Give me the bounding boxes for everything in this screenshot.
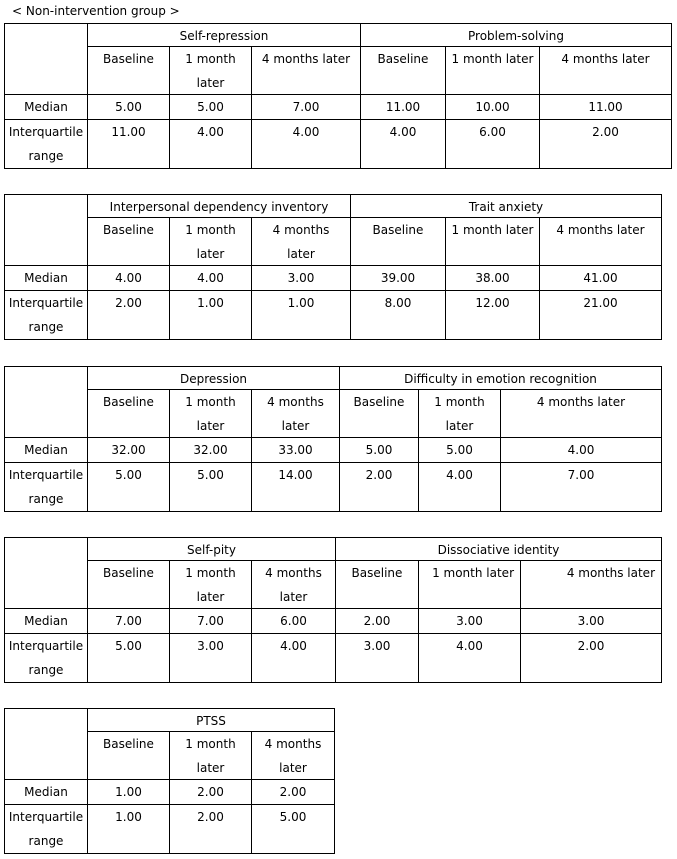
- median-cell: [501, 438, 662, 463]
- column-header-text: Baseline: [103, 566, 154, 580]
- column-header: [446, 218, 540, 266]
- column-header: [170, 561, 252, 609]
- median-cell-text: 7.00: [292, 100, 320, 114]
- column-header: [252, 732, 335, 780]
- iqr-cell-text: 2.00: [365, 468, 393, 482]
- iqr-cell-text: 2.00: [115, 296, 142, 310]
- median-cell: [170, 438, 252, 463]
- column-header-text: 1 month later: [451, 52, 534, 66]
- group-title-text: Trait anxiety: [468, 200, 544, 214]
- median-cell-text: 11.00: [588, 100, 623, 114]
- column-header: [88, 218, 170, 266]
- iqr-cell-text: 14.00: [278, 468, 313, 482]
- iqr-cell: [361, 120, 446, 169]
- iqr-cell: [252, 291, 351, 340]
- iqr-cell-text: 5.00: [279, 810, 307, 824]
- iqr-cell: [501, 463, 662, 512]
- median-cell: [361, 95, 446, 120]
- median-cell: [88, 780, 170, 805]
- median-cell-text: 3.00: [287, 271, 315, 285]
- column-header: [252, 218, 351, 266]
- column-header: [501, 390, 662, 438]
- group-title-text: Self-pity: [187, 543, 236, 557]
- iqr-cell-text: 4.00: [280, 639, 307, 653]
- column-header-text: 4 months later: [261, 52, 351, 66]
- iqr-cell: [88, 805, 170, 854]
- group-title: [340, 366, 662, 390]
- corner-cell: [4, 194, 88, 266]
- median-cell: [252, 95, 361, 120]
- row-label-median: [4, 266, 88, 291]
- column-header: [419, 561, 521, 609]
- median-cell: [88, 438, 170, 463]
- column-header: [419, 390, 501, 438]
- column-header: [540, 47, 672, 95]
- row-label-median-text: Median: [24, 100, 68, 114]
- iqr-cell-text: 2.00: [577, 639, 605, 653]
- median-cell: [540, 266, 662, 291]
- median-cell-text: 2.00: [279, 785, 307, 799]
- iqr-cell: [446, 120, 540, 169]
- column-header-text: 1 month: [185, 566, 236, 580]
- iqr-cell-text: 11.00: [111, 125, 146, 139]
- row-label-iqr: [4, 120, 88, 169]
- iqr-cell-text: 4.00: [389, 125, 417, 139]
- median-cell-text: 3.00: [456, 614, 483, 628]
- iqr-cell: [252, 634, 336, 683]
- group-title: [361, 23, 672, 47]
- row-label-iqr-text: range: [28, 834, 64, 848]
- group-title-text: Dissociative identity: [437, 543, 560, 557]
- median-cell: [446, 95, 540, 120]
- median-cell-text: 32.00: [193, 443, 228, 457]
- iqr-cell: [88, 120, 170, 169]
- row-label-iqr-text: Interquartile: [8, 125, 84, 139]
- column-header-text: 1 month: [185, 737, 236, 751]
- iqr-cell: [170, 463, 252, 512]
- column-header: [170, 47, 252, 95]
- group-title-text: Interpersonal dependency inventory: [109, 200, 329, 214]
- column-header: [252, 561, 336, 609]
- group-title: [88, 366, 340, 390]
- row-label-median-text: Median: [24, 271, 68, 285]
- median-cell: [170, 266, 252, 291]
- row-label-median-text: Median: [24, 443, 68, 457]
- median-cell-text: 7.00: [115, 614, 142, 628]
- median-cell-text: 5.00: [115, 100, 142, 114]
- row-label-iqr-text: range: [28, 149, 64, 163]
- iqr-cell-text: 2.00: [197, 810, 224, 824]
- median-cell-text: 4.00: [197, 271, 224, 285]
- column-header-text: 4 months: [264, 737, 322, 751]
- median-cell-text: 2.00: [197, 785, 224, 799]
- corner-cell: [4, 23, 88, 95]
- column-header: [336, 561, 419, 609]
- median-cell: [336, 609, 419, 634]
- median-cell: [252, 780, 335, 805]
- column-header-text: 4 months later: [561, 52, 650, 66]
- column-header-text: later: [196, 247, 225, 261]
- column-header-text: Baseline: [351, 566, 403, 580]
- column-header-text: Baseline: [103, 737, 154, 751]
- median-cell: [88, 266, 170, 291]
- column-header-text: 1 month: [434, 395, 485, 409]
- corner-cell: [4, 366, 88, 438]
- row-label-iqr: [4, 463, 88, 512]
- median-cell-text: 10.00: [475, 100, 510, 114]
- iqr-cell-text: 5.00: [115, 468, 142, 482]
- iqr-cell-text: 3.00: [197, 639, 224, 653]
- group-title: [88, 23, 361, 47]
- column-header-text: 4 months: [267, 395, 324, 409]
- median-cell-text: 41.00: [583, 271, 618, 285]
- median-cell-text: 4.00: [567, 443, 595, 457]
- iqr-cell: [340, 463, 419, 512]
- iqr-cell-text: 6.00: [479, 125, 506, 139]
- column-header: [170, 218, 252, 266]
- column-header-text: Baseline: [103, 395, 154, 409]
- iqr-cell-text: 8.00: [384, 296, 412, 310]
- group-title-text: PTSS: [196, 714, 226, 728]
- iqr-cell-text: 4.00: [292, 125, 320, 139]
- iqr-cell: [419, 634, 521, 683]
- median-cell-text: 3.00: [577, 614, 605, 628]
- row-label-median: [4, 95, 88, 120]
- iqr-cell: [170, 805, 252, 854]
- iqr-cell-text: 5.00: [115, 639, 142, 653]
- column-header: [88, 561, 170, 609]
- column-header: [521, 561, 662, 609]
- row-label-iqr-text: Interquartile: [8, 468, 84, 482]
- corner-cell: [4, 537, 88, 609]
- median-cell-text: 1.00: [115, 785, 142, 799]
- median-cell: [88, 609, 170, 634]
- iqr-cell: [419, 463, 501, 512]
- column-header-text: 1 month: [185, 52, 236, 66]
- iqr-cell: [252, 463, 340, 512]
- column-header-text: later: [287, 247, 315, 261]
- column-header-text: 4 months later: [566, 566, 655, 580]
- row-label-iqr-text: Interquartile: [8, 639, 84, 653]
- iqr-cell-text: 2.00: [592, 125, 619, 139]
- iqr-cell: [540, 291, 662, 340]
- group-title: [88, 194, 351, 218]
- row-label-median-text: Median: [24, 614, 68, 628]
- median-cell: [252, 438, 340, 463]
- row-label-median: [4, 438, 88, 463]
- column-header-text: later: [445, 419, 474, 433]
- iqr-cell: [88, 463, 170, 512]
- group-title: [351, 194, 662, 218]
- column-header-text: Baseline: [103, 223, 154, 237]
- column-header: [170, 390, 252, 438]
- row-label-median-text: Median: [24, 785, 68, 799]
- median-cell-text: 7.00: [197, 614, 224, 628]
- iqr-cell: [170, 634, 252, 683]
- median-cell-text: 33.00: [278, 443, 313, 457]
- median-cell-text: 32.00: [111, 443, 146, 457]
- group-title: [88, 537, 336, 561]
- median-cell: [170, 95, 252, 120]
- row-label-median: [4, 609, 88, 634]
- median-cell: [170, 609, 252, 634]
- iqr-cell-text: 12.00: [475, 296, 510, 310]
- corner-cell: [4, 708, 88, 780]
- column-header-text: later: [281, 419, 310, 433]
- column-header-text: 4 months later: [556, 223, 645, 237]
- iqr-cell-text: 1.00: [287, 296, 315, 310]
- median-cell-text: 2.00: [363, 614, 391, 628]
- column-header-text: later: [196, 76, 225, 90]
- caption: < Non-intervention group >: [12, 4, 180, 18]
- row-label-iqr: [4, 805, 88, 854]
- median-cell-text: 6.00: [280, 614, 307, 628]
- median-cell: [351, 266, 446, 291]
- column-header-text: later: [196, 590, 225, 604]
- column-header: [88, 732, 170, 780]
- median-cell-text: 38.00: [475, 271, 510, 285]
- median-cell: [88, 95, 170, 120]
- median-cell: [521, 609, 662, 634]
- median-cell: [419, 609, 521, 634]
- iqr-cell: [252, 805, 335, 854]
- iqr-cell: [540, 120, 672, 169]
- column-header-text: 4 months: [265, 566, 322, 580]
- iqr-cell-text: 4.00: [456, 639, 483, 653]
- group-title-text: Self-repression: [179, 29, 269, 43]
- row-label-median: [4, 780, 88, 805]
- median-cell: [252, 609, 336, 634]
- column-header: [170, 732, 252, 780]
- column-header-text: later: [279, 761, 307, 775]
- column-header: [446, 47, 540, 95]
- median-cell-text: 5.00: [446, 443, 473, 457]
- group-title-text: Problem-solving: [468, 29, 564, 43]
- column-header: [361, 47, 446, 95]
- column-header-text: Baseline: [377, 52, 429, 66]
- iqr-cell: [351, 291, 446, 340]
- column-header-text: 4 months later: [536, 395, 626, 409]
- row-label-iqr-text: range: [28, 320, 64, 334]
- column-header-text: later: [196, 761, 225, 775]
- iqr-cell: [252, 120, 361, 169]
- iqr-cell-text: 5.00: [197, 468, 224, 482]
- row-label-iqr: [4, 634, 88, 683]
- row-label-iqr: [4, 291, 88, 340]
- iqr-cell: [88, 291, 170, 340]
- column-header-text: 1 month: [185, 395, 236, 409]
- iqr-cell: [170, 120, 252, 169]
- iqr-cell-text: 3.00: [363, 639, 391, 653]
- row-label-iqr-text: Interquartile: [8, 296, 84, 310]
- iqr-cell-text: 1.00: [115, 810, 142, 824]
- iqr-cell: [446, 291, 540, 340]
- iqr-cell: [521, 634, 662, 683]
- iqr-cell-text: 7.00: [567, 468, 595, 482]
- median-cell: [540, 95, 672, 120]
- median-cell: [252, 266, 351, 291]
- median-cell-text: 5.00: [365, 443, 393, 457]
- column-header: [340, 390, 419, 438]
- median-cell-text: 5.00: [197, 100, 224, 114]
- median-cell: [419, 438, 501, 463]
- group-title: [336, 537, 662, 561]
- column-header: [540, 218, 662, 266]
- column-header-text: later: [196, 419, 225, 433]
- median-cell: [446, 266, 540, 291]
- group-title-text: Depression: [179, 372, 248, 386]
- median-cell-text: 4.00: [115, 271, 142, 285]
- column-header-text: 4 months: [272, 223, 330, 237]
- iqr-cell-text: 4.00: [197, 125, 224, 139]
- column-header: [351, 218, 446, 266]
- column-header: [252, 47, 361, 95]
- iqr-cell: [336, 634, 419, 683]
- iqr-cell: [170, 291, 252, 340]
- column-header: [88, 47, 170, 95]
- group-title: [88, 708, 335, 732]
- iqr-cell: [88, 634, 170, 683]
- column-header-text: 1 month later: [432, 566, 514, 580]
- median-cell-text: 39.00: [380, 271, 416, 285]
- median-cell-text: 11.00: [385, 100, 421, 114]
- column-header-text: Baseline: [353, 395, 405, 409]
- row-label-iqr-text: range: [28, 663, 64, 677]
- iqr-cell-text: 1.00: [197, 296, 224, 310]
- row-label-iqr-text: range: [28, 492, 64, 506]
- column-header-text: Baseline: [103, 52, 154, 66]
- column-header-text: Baseline: [372, 223, 424, 237]
- iqr-cell-text: 21.00: [583, 296, 618, 310]
- row-label-iqr-text: Interquartile: [8, 810, 84, 824]
- column-header-text: later: [279, 590, 308, 604]
- column-header: [252, 390, 340, 438]
- column-header: [88, 390, 170, 438]
- iqr-cell-text: 4.00: [446, 468, 473, 482]
- column-header-text: 1 month later: [451, 223, 534, 237]
- group-title-text: Difficulty in emotion recognition: [404, 372, 597, 386]
- median-cell: [340, 438, 419, 463]
- column-header-text: 1 month: [185, 223, 236, 237]
- median-cell: [170, 780, 252, 805]
